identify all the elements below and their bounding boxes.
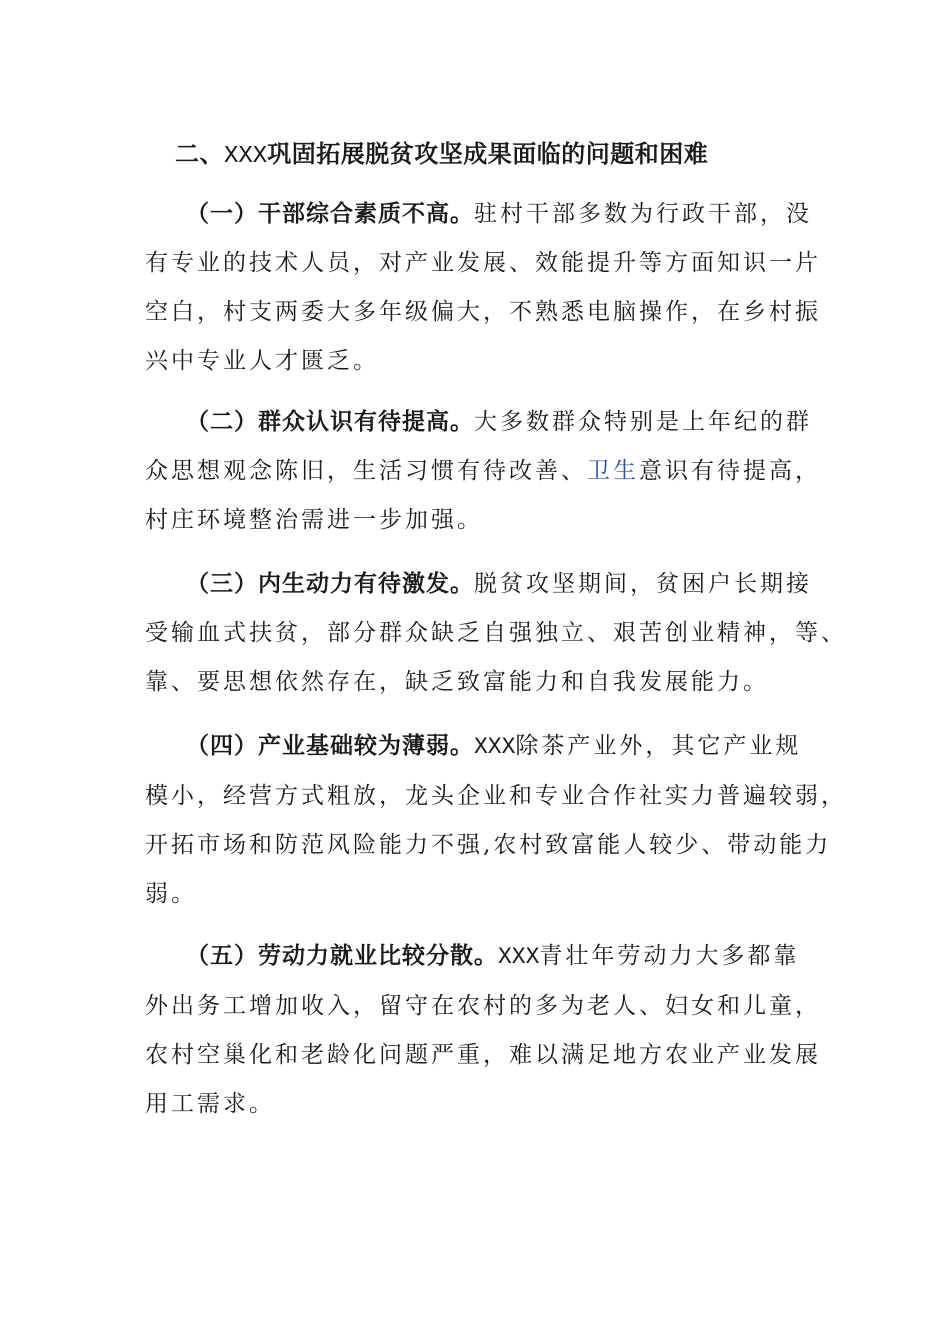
para-line: 兴中专业人才匮乏。 — [145, 348, 379, 374]
para-line: （五）劳动力就业比较分散。XXX青壮年劳动力大多都靠 — [186, 943, 800, 970]
para-line: 模小，经营方式粗放，龙头企业和专业合作社实力普遍较弱， — [145, 783, 847, 809]
hygiene-link[interactable]: 卫生 — [587, 458, 639, 484]
para-line: 弱。 — [145, 881, 197, 907]
section-heading — [175, 134, 708, 170]
para-lead: （二）群众认识有待提高。 — [186, 409, 474, 435]
para-line: 有专业的技术人员，对产业发展、效能提升等方面知识一片 — [145, 250, 821, 276]
para-line: 用工需求。 — [145, 1091, 275, 1117]
para-line: 众思想观念陈旧，生活习惯有待改善、卫生意识有待提高， — [145, 458, 821, 484]
para-line: （三）内生动力有待激发。脱贫攻坚期间，贫困户长期接 — [186, 571, 812, 597]
para-line: （四）产业基础较为薄弱。XXX除茶产业外，其它产业规 — [186, 733, 802, 760]
paragraph-industry-base — [145, 722, 847, 919]
paragraph-cadre-quality — [145, 190, 821, 386]
para-line: 村庄环境整治需进一步加强。 — [145, 507, 483, 533]
paragraph-public-awareness — [145, 398, 821, 545]
para-lead: （一）干部综合素质不高。 — [186, 201, 474, 227]
heading-code: XXX — [224, 143, 268, 170]
para-line: 受输血式扶贫，部分群众缺乏自强独立、艰苦创业精神，等、 — [145, 620, 847, 646]
heading-prefix: 二、 — [175, 140, 224, 168]
para-lead: （五）劳动力就业比较分散。 — [186, 943, 498, 969]
para-line: 靠、要思想依然存在，缺乏致富能力和自我发展能力。 — [145, 669, 769, 695]
para-line: （一）干部综合素质不高。驻村干部多数为行政干部，没 — [186, 201, 812, 227]
para-line: 空白，村支两委大多年级偏大，不熟悉电脑操作，在乡村振 — [145, 299, 821, 325]
heading-text: 巩固拓展脱贫攻坚成果面临的问题和困难 — [267, 140, 709, 168]
para-line: 开拓市场和防范风险能力不强,农村致富能人较少、带动能力 — [145, 832, 832, 858]
para-lead: （四）产业基础较为薄弱。 — [186, 733, 474, 759]
paragraph-internal-motivation — [145, 560, 847, 707]
paragraph-labor-employment — [145, 932, 821, 1129]
para-lead: （三）内生动力有待激发。 — [186, 571, 474, 597]
para-line: 农村空巢化和老龄化问题严重，难以满足地方农业产业发展 — [145, 1042, 821, 1068]
para-line: （二）群众认识有待提高。大多数群众特别是上年纪的群 — [186, 409, 812, 435]
para-line: 外出务工增加收入，留守在农村的多为老人、妇女和儿童， — [145, 993, 821, 1019]
